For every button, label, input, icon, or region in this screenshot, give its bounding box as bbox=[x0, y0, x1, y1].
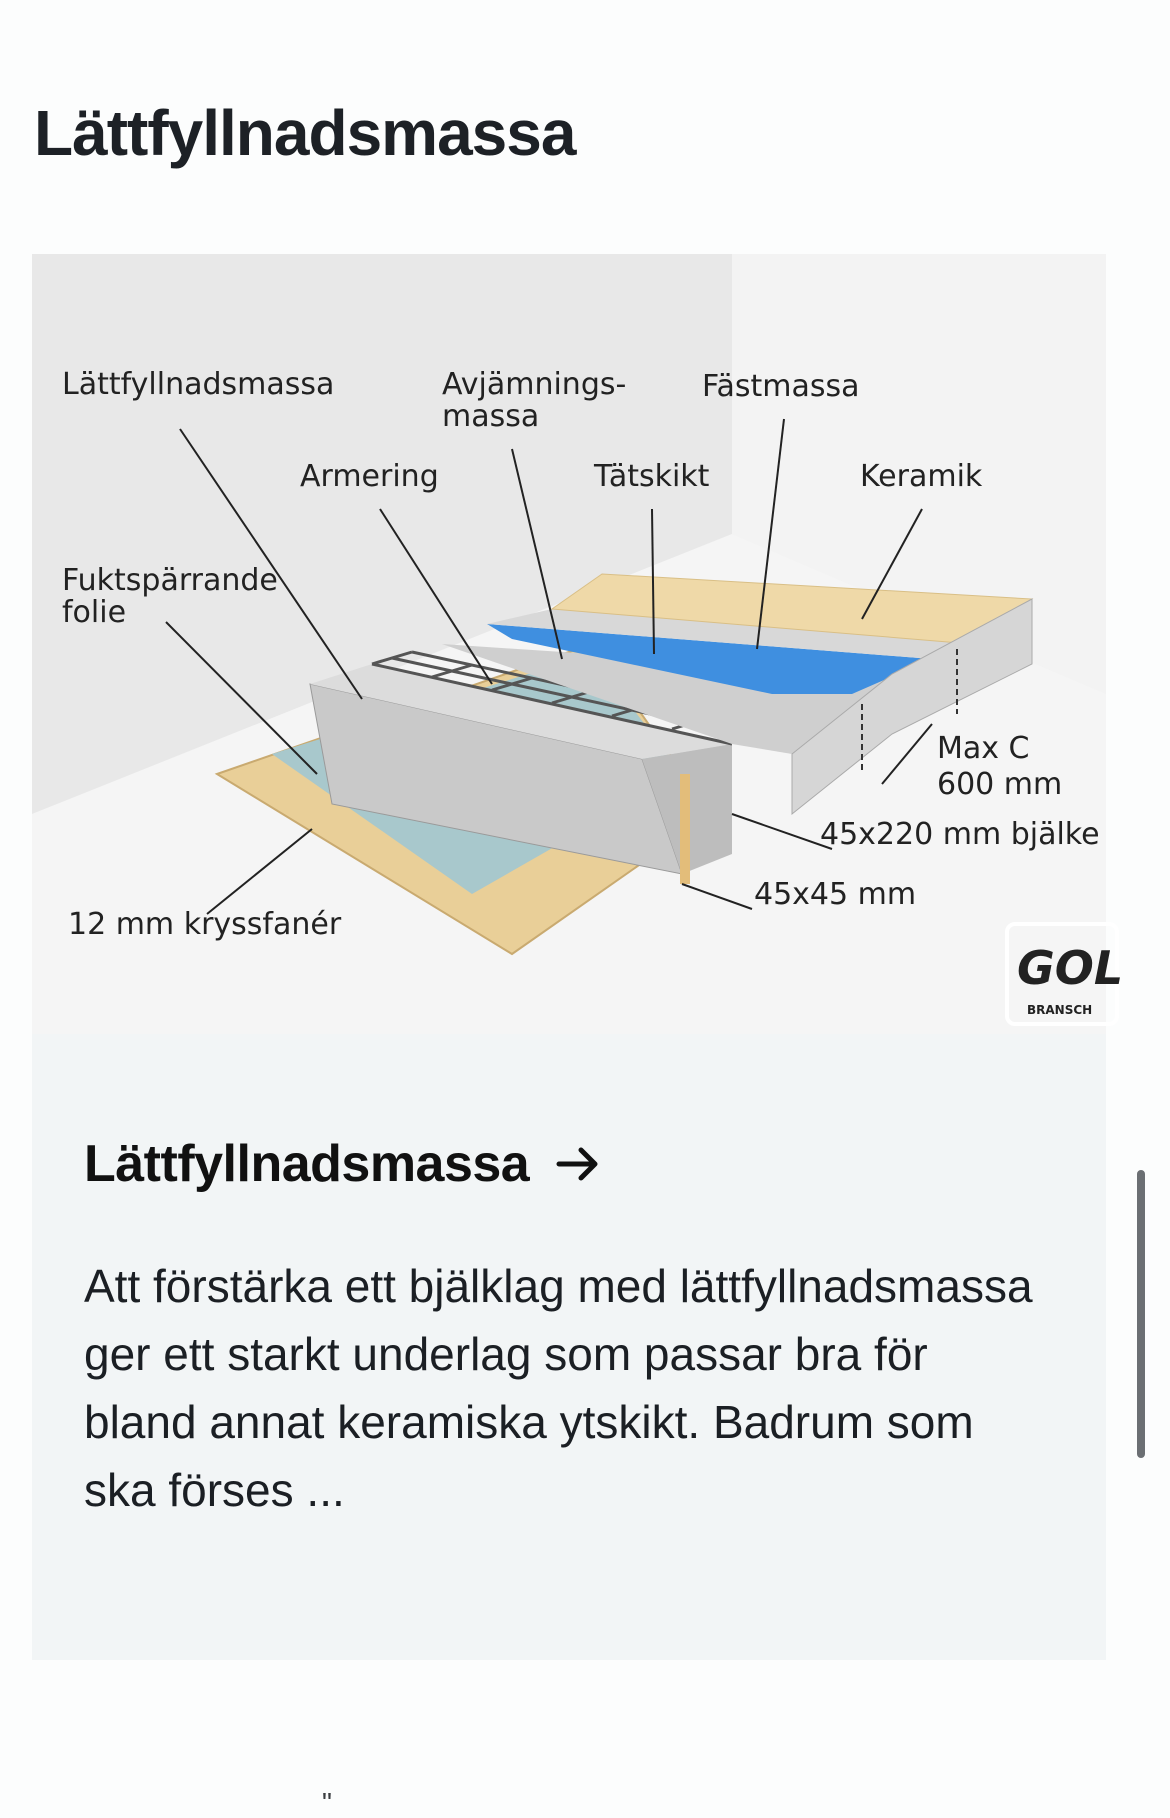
bottom-glyph: " bbox=[322, 1787, 332, 1818]
card-title-link[interactable] bbox=[84, 1134, 603, 1194]
label-regel: 45x45 mm bbox=[754, 877, 917, 912]
label-fastmassa: Fästmassa bbox=[702, 369, 860, 404]
card-description: Att förstärka ett bjälklag med lättfyllnadsmassa ger ett starkt underlag som passar bra för bland annat keramiska ytskikt. Badrum som ska förses ... bbox=[84, 1260, 1033, 1516]
floor-diagram-image[interactable] bbox=[32, 254, 1124, 1034]
label-tatskikt: Tätskikt bbox=[594, 459, 710, 494]
label-armering: Armering bbox=[300, 459, 439, 494]
label-keramik: Keramik bbox=[860, 459, 983, 494]
label-bjalke: 45x220 mm bjälke bbox=[820, 817, 1100, 852]
page-title: Lättfyllnadsmassa bbox=[34, 97, 576, 169]
label-avjamnings-line1: Avjämnings- bbox=[442, 367, 627, 402]
label-lattfyllnadsmassa: Lättfyllnadsmassa bbox=[62, 367, 335, 402]
card-title: Lättfyllnadsmassa bbox=[84, 1135, 530, 1193]
label-fukt-line1: Fuktspärrande bbox=[62, 563, 278, 598]
label-max-line2: 600 mm bbox=[937, 767, 1063, 802]
logo-subtext: BRANSCH bbox=[1027, 1003, 1093, 1017]
label-fukt-line2: folie bbox=[62, 595, 127, 630]
article-card[interactable] bbox=[32, 254, 1124, 1660]
scrollbar[interactable] bbox=[1137, 1170, 1145, 1458]
label-max-line1: Max C bbox=[937, 731, 1030, 766]
label-faner: 12 mm kryssfanér bbox=[68, 907, 342, 942]
arrow-right-icon bbox=[555, 1144, 603, 1184]
label-avjamnings-line2: massa bbox=[442, 399, 540, 434]
logo-text: GOL bbox=[1017, 941, 1124, 995]
